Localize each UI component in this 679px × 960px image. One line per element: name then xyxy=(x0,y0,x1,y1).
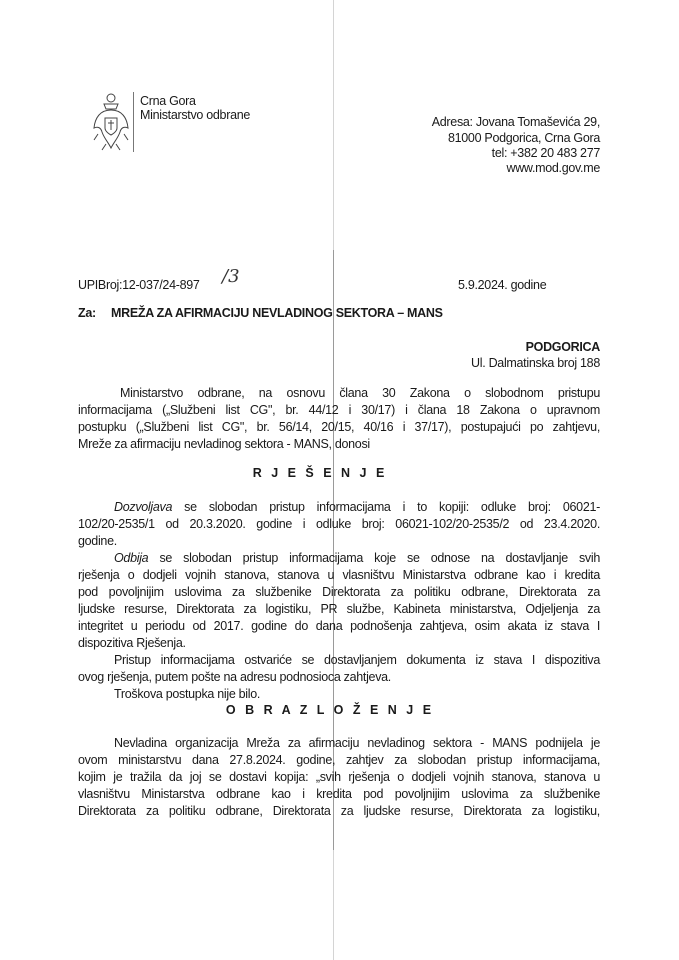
recipient-street: Ul. Dalmatinska broj 188 xyxy=(471,356,600,370)
decision-title: R J E Š E N J E xyxy=(252,466,388,480)
address-line: Adresa: Jovana Tomaševića 29, xyxy=(431,115,600,129)
text-line: Dozvoljava se slobodan pristup informacijama i to kopiji: odluke broj: 06021- xyxy=(114,500,600,514)
text-line: Ministarstvo odbrane, na osnovu člana 30 Zakona o slobodnom pristupu xyxy=(120,386,600,400)
text-line: dispozitiva Rješenja. xyxy=(78,636,186,650)
text-line: ovom ministarstvu dana 27.8.2024. godine, zahtjev za slobodan pristup informacijama, xyxy=(78,753,600,767)
text-line: 102/20-2535/1 od 20.3.2020. godine i odluke broj: 06021-102/20-2535/2 od 23.4.2020. xyxy=(78,517,600,531)
text-line: kojim je tražila da joj se dostavi kopija: „svih rješenja o dodjeli vojnih stanova, stanova u xyxy=(78,770,600,784)
text-line: Troškova postupka nije bilo. xyxy=(114,687,261,701)
text-line: integritet u periodu od 2017. godine do dana podnošenja zahtjeva, osim akata iz stava I xyxy=(78,619,600,633)
coat-of-arms-icon xyxy=(92,92,130,152)
handwritten-number: /3 xyxy=(222,266,240,287)
reference-number: UPIBroj:12-037/24-897 xyxy=(78,278,200,292)
address-website: www.mod.gov.me xyxy=(506,161,600,175)
recipient-label: Za: xyxy=(78,306,96,320)
text-line: vlasništvu Ministarstva odbrane kao i kredita pod povoljnijim uslovima za službenike xyxy=(78,787,600,801)
address-phone: tel: +382 20 483 277 xyxy=(491,146,600,160)
text-line: Mreže za afirmaciju nevladinog sektora - MANS, donosi xyxy=(78,437,370,451)
text-line: pod povoljnijim uslovima za službenike Direktorata za politiku odbrane, Direktorata za xyxy=(78,585,600,599)
recipient-city: PODGORICA xyxy=(525,340,600,354)
header-divider xyxy=(133,92,134,152)
document-date: 5.9.2024. godine xyxy=(458,278,547,292)
text-line: Direktorata za politiku odbrane, Direktorata za ljudske resurse, Direktorata za logistiku, xyxy=(78,804,600,818)
text-line: ovog rješenja, putem pošte na adresu podnosioca zahtjeva. xyxy=(78,670,391,684)
text-line: ljudske resurse, Direktorata za logistiku, PR službe, Kabineta ministarstva, Odjeljenja za xyxy=(78,602,600,616)
recipient-name: MREŽA ZA AFIRMACIJU NEVLADINOG SEKTORA – MANS xyxy=(111,306,443,320)
reasoning-title: O B R A Z L O Ž E N J E xyxy=(225,703,435,717)
text-line: Nevladina organizacija Mreža za afirmaciju nevladinog sektora - MANS podnijela je xyxy=(114,736,600,750)
text-line: informacijama („Službeni list CG", br. 44/12 i 30/17) i člana 18 Zakona o upravnom xyxy=(78,403,600,417)
text-line: Odbija se slobodan pristup informacijama koje se odnose na dostavljanje svih xyxy=(114,551,600,565)
text-line: Pristup informacijama ostvariće se dostavljanjem dokumenta iz stava I dispozitiva xyxy=(114,653,600,667)
address-city: 81000 Podgorica, Crna Gora xyxy=(447,131,600,145)
text-line: postupku („Službeni list CG", br. 56/14, 20/15, 40/16 i 37/17), postupajući po zahtjevu, xyxy=(78,420,600,434)
org-country: Crna Gora xyxy=(140,94,196,108)
text-line: godine. xyxy=(78,534,117,548)
org-ministry: Ministarstvo odbrane xyxy=(140,108,251,122)
text-line: rješenja o dodjeli vojnih stanova, stanova u vlasništvu Ministarstva odbrane kao i kredita xyxy=(78,568,600,582)
